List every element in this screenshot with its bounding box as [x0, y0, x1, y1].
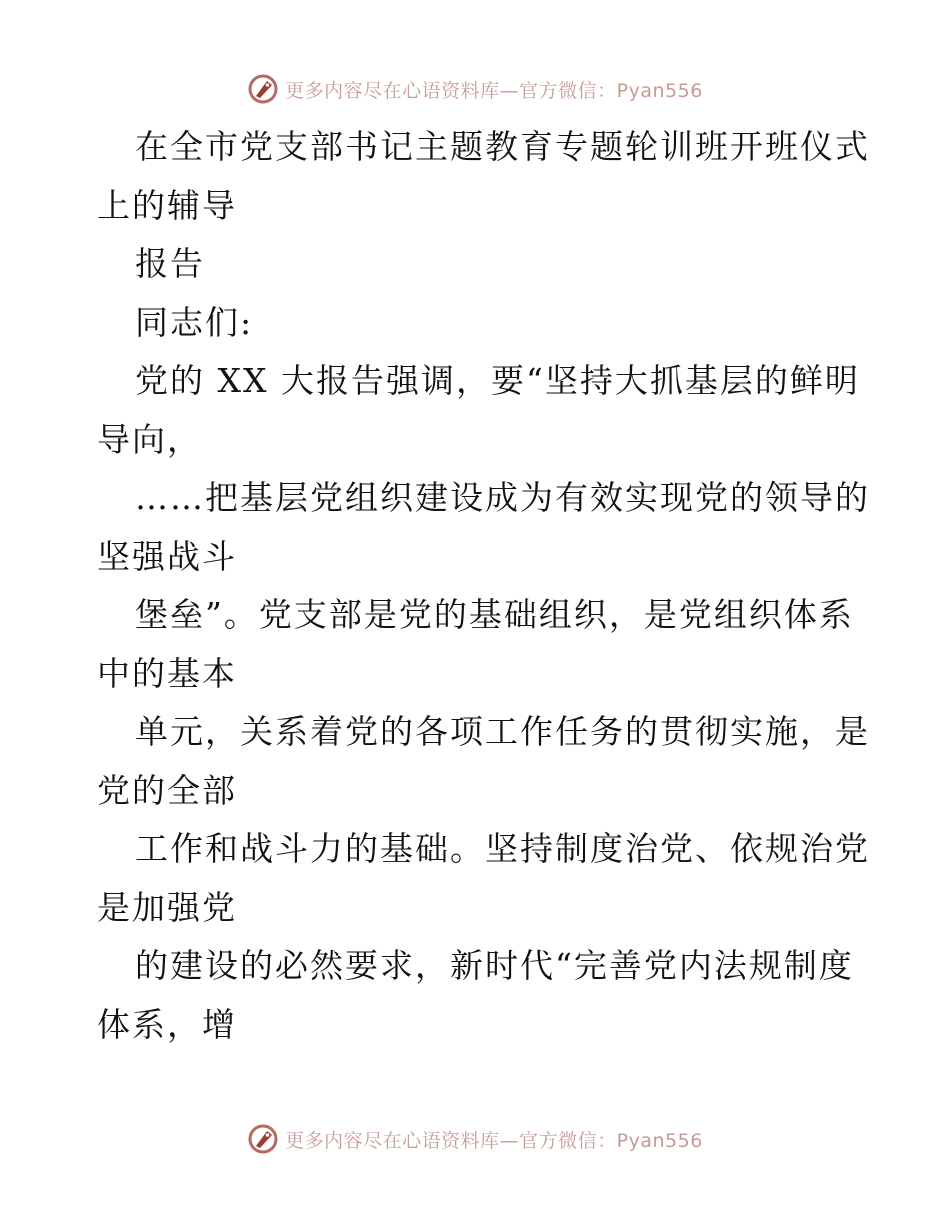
watermark-text: 更多内容尽在心语资料库—官方微信：Pyan556 [285, 79, 703, 102]
document-body [97, 118, 870, 1054]
paragraph-line: 坚强战斗 [97, 536, 237, 576]
paragraph-line: 的建设的必然要求，新时代“完善党内法规制度 [135, 946, 854, 985]
title-line-3: 报告 [135, 244, 205, 283]
paragraph-line: 工作和战斗力的基础。坚持制度治党、依规治党 [135, 829, 870, 868]
salutation: 同志们: [135, 302, 254, 342]
paragraph-line: 党的全部 [97, 770, 237, 810]
paragraph-line: 党的 XX 大报告强调，要“坚持大抓基层的鲜明 [135, 361, 860, 400]
header-watermark [0, 71, 950, 107]
paragraph-line: 导向， [97, 419, 202, 459]
paragraph-line: 中的基本 [97, 653, 237, 693]
watermark-text: 更多内容尽在心语资料库—官方微信：Pyan556 [285, 1129, 703, 1152]
paragraph-line: 是加强党 [97, 887, 237, 927]
pen-nib-logo-icon [247, 73, 279, 105]
paragraph-line: 单元，关系着党的各项工作任务的贯彻实施，是 [135, 712, 870, 751]
footer-watermark [0, 1121, 950, 1157]
title-line-2: 上的辅导 [97, 185, 237, 225]
paragraph-line: ……把基层党组织建设成为有效实现党的领导的 [135, 478, 870, 517]
pen-nib-logo-icon [247, 1123, 279, 1155]
paragraph-line: 堡垒”。党支部是党的基础组织，是党组织体系 [135, 595, 854, 634]
title-line-1: 在全市党支部书记主题教育专题轮训班开班仪式 [135, 127, 870, 166]
paragraph-line: 体系，增 [97, 1004, 237, 1044]
